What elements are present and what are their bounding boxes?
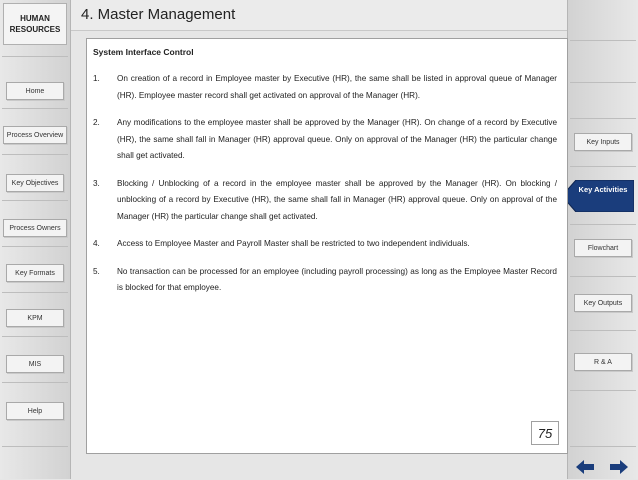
nav-divider — [570, 330, 636, 331]
nav-divider — [570, 40, 636, 41]
brand-line-2: RESOURCES — [9, 25, 61, 34]
list-item-number: 3. — [93, 178, 100, 188]
list-item — [93, 176, 557, 226]
list-item-number: 5. — [93, 266, 100, 276]
nav-divider — [570, 446, 636, 447]
nav-divider — [570, 276, 636, 277]
nav-divider — [2, 446, 68, 447]
nav-divider — [2, 154, 68, 155]
nav-divider — [2, 246, 68, 247]
list-item-text: Blocking / Unblocking of a record in the employee master shall be approved by the Manager (HR). On blocking / unblocking of a record by Executive (HR), the same shall fall in Manager (HR) approval queue. Only on approval of the Manager (HR) the particular change shall get activated. — [117, 178, 557, 221]
nav-key-outputs-button[interactable]: Key Outputs — [574, 294, 632, 312]
content-panel — [86, 38, 568, 454]
nav-divider — [2, 382, 68, 383]
list-item — [93, 71, 557, 104]
nav-divider — [2, 336, 68, 337]
brand-logo — [3, 3, 67, 45]
nav-divider — [570, 390, 636, 391]
nav-divider — [570, 82, 636, 83]
list-item — [93, 115, 557, 165]
page-title: 4. Master Management — [81, 6, 236, 23]
nav-divider — [2, 108, 68, 109]
nav-divider — [2, 200, 68, 201]
right-navigation — [567, 0, 638, 479]
nav-key-objectives-button[interactable]: Key Objectives — [6, 174, 64, 192]
next-page-arrow-icon[interactable] — [610, 460, 628, 474]
nav-r-and-a-button[interactable]: R & A — [574, 353, 632, 371]
nav-process-overview-button[interactable]: Process Overview — [3, 126, 67, 144]
list-item — [93, 236, 557, 253]
nav-home-button[interactable]: Home — [6, 82, 64, 100]
control-list — [93, 71, 557, 308]
nav-divider — [570, 166, 636, 167]
list-item — [93, 264, 557, 297]
page-number: 75 — [531, 421, 559, 445]
nav-key-formats-button[interactable]: Key Formats — [6, 264, 64, 282]
list-item-number: 4. — [93, 239, 100, 248]
list-item-number: 2. — [93, 118, 100, 127]
brand-line-1: HUMAN — [20, 14, 50, 23]
list-item-text: Access to Employee Master and Payroll Master shall be restricted to two independent individuals. — [117, 239, 470, 248]
nav-flowchart-button[interactable]: Flowchart — [574, 239, 632, 257]
page-navigation-arrows — [574, 459, 630, 475]
section-subtitle: System Interface Control — [93, 47, 194, 57]
nav-key-inputs-button[interactable]: Key Inputs — [574, 133, 632, 151]
left-navigation — [0, 0, 71, 479]
nav-divider — [570, 118, 636, 119]
nav-divider — [2, 56, 68, 57]
nav-divider — [2, 292, 68, 293]
nav-mis-button[interactable]: MIS — [6, 355, 64, 373]
list-item-text: No transaction can be processed for an employee (including payroll processing) as long as the Employee Master Record is blocked for that employee. — [117, 266, 557, 292]
nav-key-activities-button[interactable] — [562, 180, 634, 212]
nav-help-button[interactable]: Help — [6, 402, 64, 420]
list-item-text: Any modifications to the employee master shall be approved by the Manager (HR). On change of a record by Executive (HR), the same shall fall in Manager (HR) approval queue. Only on approval of the Manager (HR) the particular change shall get activated. — [117, 118, 557, 160]
list-item-text: On creation of a record in Employee master by Executive (HR), the same shall be listed in approval queue of Manager (HR). Employee master record shall get activated on approval of the Manager (HR). — [117, 74, 557, 100]
nav-divider — [570, 224, 636, 225]
list-item-number: 1. — [93, 74, 100, 83]
previous-page-arrow-icon[interactable] — [576, 460, 594, 474]
page-header — [71, 0, 567, 31]
nav-process-owners-button[interactable]: Process Owners — [3, 219, 67, 237]
nav-key-activities-label: Key Activities — [578, 185, 628, 194]
nav-kpm-button[interactable]: KPM — [6, 309, 64, 327]
